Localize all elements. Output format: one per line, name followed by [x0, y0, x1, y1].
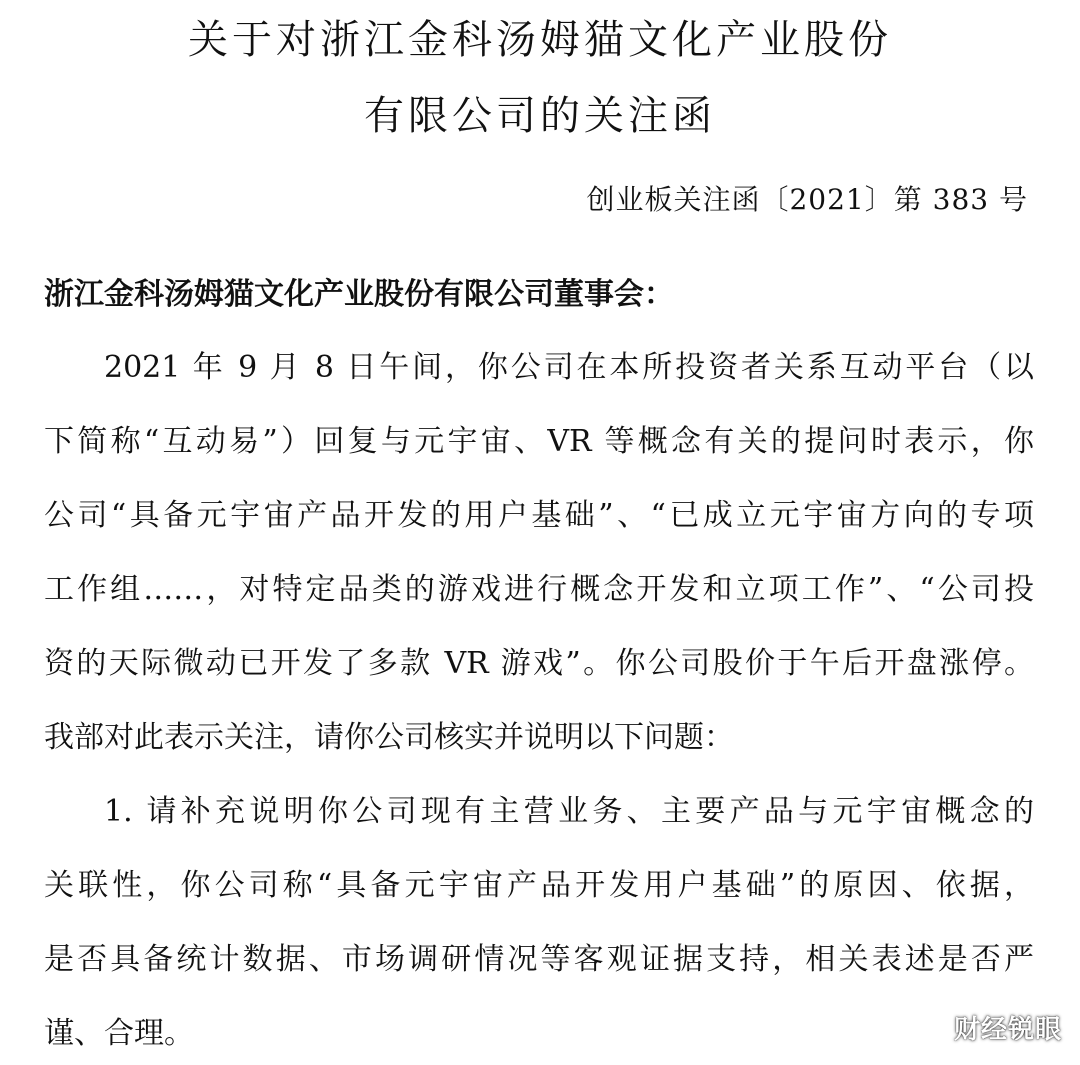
- body-line-5: 资的天际微动已开发了多款 VR 游戏”。你公司股价于午后开盘涨停。: [44, 646, 1034, 681]
- body-line-10: 谨、合理。: [44, 1016, 194, 1051]
- body-line-6: 我部对此表示关注，请你公司核实并说明以下问题：: [44, 720, 734, 755]
- watermark: 财经锐眼: [953, 1015, 1062, 1045]
- body-line-7: 1. 请补充说明你公司现有主营业务、主要产品与元宇宙概念的: [104, 794, 1034, 829]
- document-title-line-1: 关于对浙江金科汤姆猫文化产业股份: [188, 17, 892, 63]
- body-line-9: 是否具备统计数据、市场调研情况等客观证据支持，相关表述是否严: [44, 942, 1034, 977]
- body-line-3: 公司“具备元宇宙产品开发的用户基础”、“已成立元宇宙方向的专项: [44, 498, 1034, 533]
- body-line-8: 关联性，你公司称“具备元宇宙产品开发用户基础”的原因、依据，: [44, 868, 1034, 903]
- document-title-line-2: 有限公司的关注函: [364, 93, 716, 139]
- document-number: 创业板关注函〔2021〕第 383 号: [586, 183, 1028, 216]
- body-line-2: 下简称“互动易”）回复与元宇宙、VR 等概念有关的提问时表示，你: [44, 424, 1034, 459]
- addressee: 浙江金科汤姆猫文化产业股份有限公司董事会：: [44, 277, 674, 312]
- body-line-4: 工作组……，对特定品类的游戏进行概念开发和立项工作”、“公司投: [44, 572, 1034, 607]
- body-line-1: 2021 年 9 月 8 日午间，你公司在本所投资者关系互动平台（以: [104, 350, 1034, 385]
